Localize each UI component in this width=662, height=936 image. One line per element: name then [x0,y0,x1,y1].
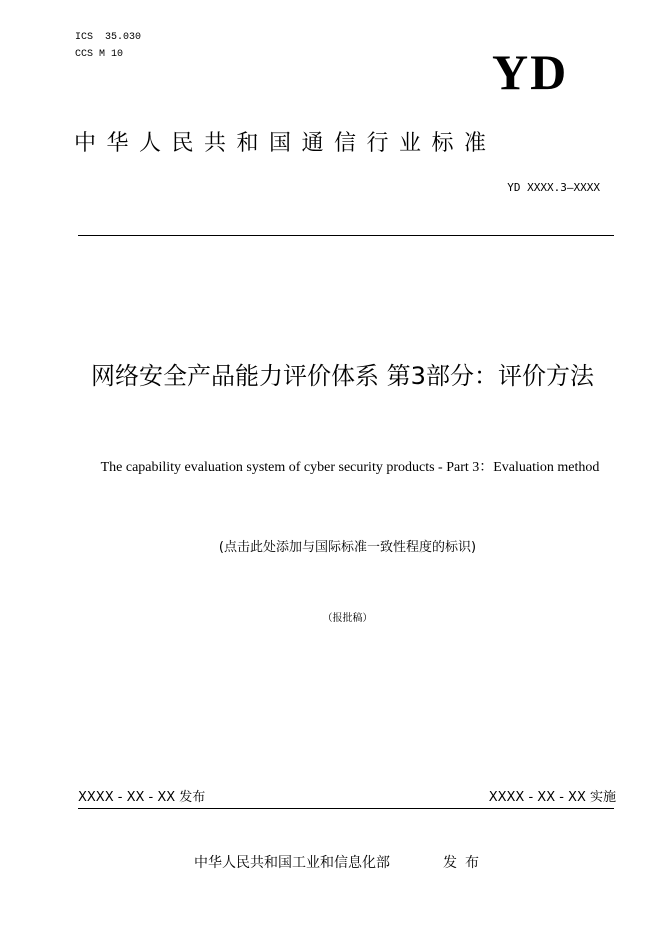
ccs-code: CCS M 10 [75,49,124,60]
footer-divider [78,808,614,809]
draft-status: （报批稿） [322,613,373,624]
standard-number: YD XXXX.3—XXXX [507,181,600,194]
document-title-en: The capability evaluation system of cyber security products - Part 3：Evaluation method [100,460,600,475]
industry-standard-title: 中华人民共和国通信行业标准 [74,131,497,156]
implementation-date: XXXX - XX - XX 实施 [488,790,616,805]
issue-date: XXXX - XX - XX 发布 [78,790,206,805]
header-divider [78,235,614,236]
international-consistency-placeholder[interactable]: (点击此处添加与国际标准一致性程度的标识) [218,540,477,555]
issuing-authority: 中华人民共和国工业和信息化部 [194,855,390,871]
yd-logo: YD [492,44,569,100]
issue-action: 发布 [443,855,487,871]
ics-code: ICS 35.030 [75,32,142,43]
document-title-zh: 网络安全产品能力评价体系 第3部分：评价方法 [91,362,594,390]
